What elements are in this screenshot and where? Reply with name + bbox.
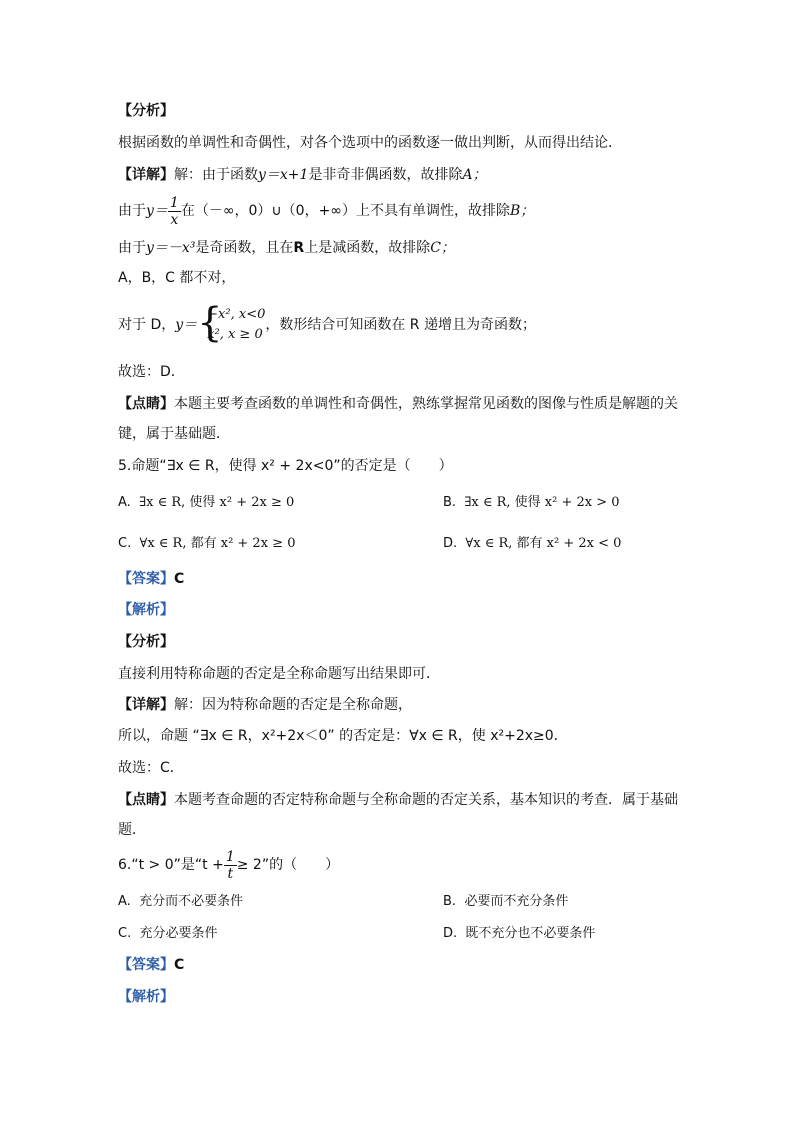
option-text: 既不充分也不必要条件 bbox=[465, 926, 596, 941]
option-letter: A. bbox=[118, 495, 131, 510]
option-letter: D. bbox=[443, 926, 458, 941]
answer-value: C bbox=[174, 957, 185, 973]
q5-analysis-text: 直接利用特称命题的否定是全称命题写出结果即可． bbox=[118, 666, 440, 682]
option-text: 充分而不必要条件 bbox=[139, 894, 244, 909]
option-ref: B； bbox=[509, 203, 535, 219]
q6-solution-heading: 【解析】 bbox=[118, 989, 174, 1005]
comment-heading: 【点睛】 bbox=[118, 792, 174, 808]
option-letter: C. bbox=[118, 536, 132, 551]
option-ref: A； bbox=[462, 167, 487, 183]
comment-text: 本题主要考查函数的单调性和奇偶性，熟练掌握常见函数的图像与性质是解题的关 bbox=[174, 396, 678, 412]
q5-answer bbox=[118, 569, 184, 589]
detail-text: 解：由于函数 bbox=[174, 167, 258, 183]
brace-symbol: { bbox=[197, 300, 223, 346]
option-text: ∀x ∈ R, 都有 x² + 2x ≥ 0 bbox=[139, 536, 296, 551]
piecewise-function bbox=[197, 300, 266, 346]
detail-text: 由于 bbox=[118, 240, 146, 256]
fraction bbox=[168, 195, 181, 228]
q6-answer bbox=[118, 955, 184, 975]
question-text: 6.“t > 0”是“t + bbox=[118, 857, 224, 873]
q6-option-d bbox=[443, 924, 595, 944]
option-letter: B. bbox=[443, 894, 457, 909]
detail-line-1 bbox=[118, 165, 487, 185]
q6-option-a bbox=[118, 892, 243, 912]
fraction-denominator: t bbox=[227, 865, 234, 882]
question-text: ≥ 2”的（ ） bbox=[236, 857, 340, 873]
q6-option-c bbox=[118, 924, 218, 944]
comment-line-2: 键，属于基础题． bbox=[118, 426, 230, 442]
detail-line-4: A，B，C 都不对， bbox=[118, 270, 236, 286]
option-ref: C； bbox=[430, 240, 455, 256]
option-text: ∀x ∈ R, 都有 x² + 2x < 0 bbox=[465, 536, 622, 551]
math-expression: y＝ bbox=[146, 203, 168, 219]
q5-option-c bbox=[118, 534, 295, 554]
q5-detail-line-1 bbox=[118, 695, 412, 715]
analysis-text: 根据函数的单调性和奇偶性，对各个选项中的函数逐一做出判断，从而得出结论． bbox=[118, 135, 622, 151]
q5-answer-line: 故选：C． bbox=[118, 760, 184, 776]
option-text: 必要而不充分条件 bbox=[464, 894, 569, 909]
q5-detail-line-2: 所以，命题 “∃x ∈ R，x²+2x＜0” 的否定是：∀x ∈ R，使 x²+2x≥0． bbox=[118, 728, 568, 744]
detail-heading: 【详解】 bbox=[118, 697, 174, 713]
detail-line-2 bbox=[118, 193, 534, 229]
question-6-stem bbox=[118, 847, 339, 883]
option-letter: D. bbox=[443, 536, 458, 551]
detail-text: ，数形结合可知函数在 R 递增且为奇函数； bbox=[265, 317, 536, 333]
q5-option-a bbox=[118, 493, 294, 513]
q6-option-b bbox=[443, 892, 568, 912]
math-set-R: R bbox=[293, 240, 305, 256]
q5-analysis-heading: 【分析】 bbox=[118, 634, 174, 650]
q5-option-d bbox=[443, 534, 621, 554]
q5-comment-line-1 bbox=[118, 790, 678, 810]
option-text: 充分必要条件 bbox=[139, 926, 218, 941]
detail-text: 是奇函数，且在 bbox=[195, 240, 294, 256]
detail-text: 对于 D， bbox=[118, 317, 176, 333]
option-letter: C. bbox=[118, 926, 132, 941]
answer-heading: 【答案】 bbox=[118, 571, 174, 587]
question-text: 5.命题“∃x ∈ R，使得 x² + 2x<0”的否定是（ ） bbox=[118, 458, 453, 474]
detail-heading: 【详解】 bbox=[118, 167, 174, 183]
question-5-stem bbox=[118, 456, 453, 476]
q5-comment-line-2: 题． bbox=[118, 822, 146, 838]
detail-text: 是非奇非偶函数，故排除 bbox=[308, 167, 463, 183]
answer-heading: 【答案】 bbox=[118, 957, 174, 973]
detail-line-5 bbox=[118, 300, 536, 347]
analysis-heading: 【分析】 bbox=[118, 103, 174, 119]
fraction-denominator: x bbox=[170, 211, 179, 228]
detail-text: 上是减函数，故排除 bbox=[304, 240, 431, 256]
detail-text: 在（－∞，0）∪（0，+∞）上不具有单调性，故排除 bbox=[180, 203, 510, 219]
option-letter: A. bbox=[118, 894, 131, 909]
comment-text: 本题考查命题的否定特称命题与全称命题的否定关系，基本知识的考查．属于基础 bbox=[174, 792, 678, 808]
comment-line-1 bbox=[118, 394, 678, 414]
q5-solution-heading: 【解析】 bbox=[118, 602, 174, 618]
option-letter: B. bbox=[443, 495, 457, 510]
fraction-numerator: 1 bbox=[225, 848, 235, 865]
case-row: x², x ≥ 0 bbox=[207, 327, 263, 342]
detail-text: 解：因为特称命题的否定是全称命题， bbox=[174, 697, 412, 713]
q5-option-b bbox=[443, 493, 620, 513]
math-expression: y＝－x³ bbox=[146, 240, 196, 256]
fraction-numerator: 1 bbox=[169, 194, 179, 211]
case-row: −x², x<0 bbox=[207, 307, 266, 322]
detail-text: 由于 bbox=[118, 203, 146, 219]
option-text: ∃x ∈ R, 使得 x² + 2x ≥ 0 bbox=[139, 495, 295, 510]
comment-heading: 【点睛】 bbox=[118, 396, 174, 412]
fraction bbox=[224, 849, 237, 882]
answer-value: C bbox=[174, 571, 185, 587]
answer-line: 故选：D． bbox=[118, 364, 185, 380]
math-expression: y＝x+1 bbox=[258, 167, 309, 183]
math-expression: y＝ bbox=[175, 317, 198, 333]
option-text: ∃x ∈ R, 使得 x² + 2x > 0 bbox=[464, 495, 620, 510]
detail-line-3 bbox=[118, 238, 455, 258]
